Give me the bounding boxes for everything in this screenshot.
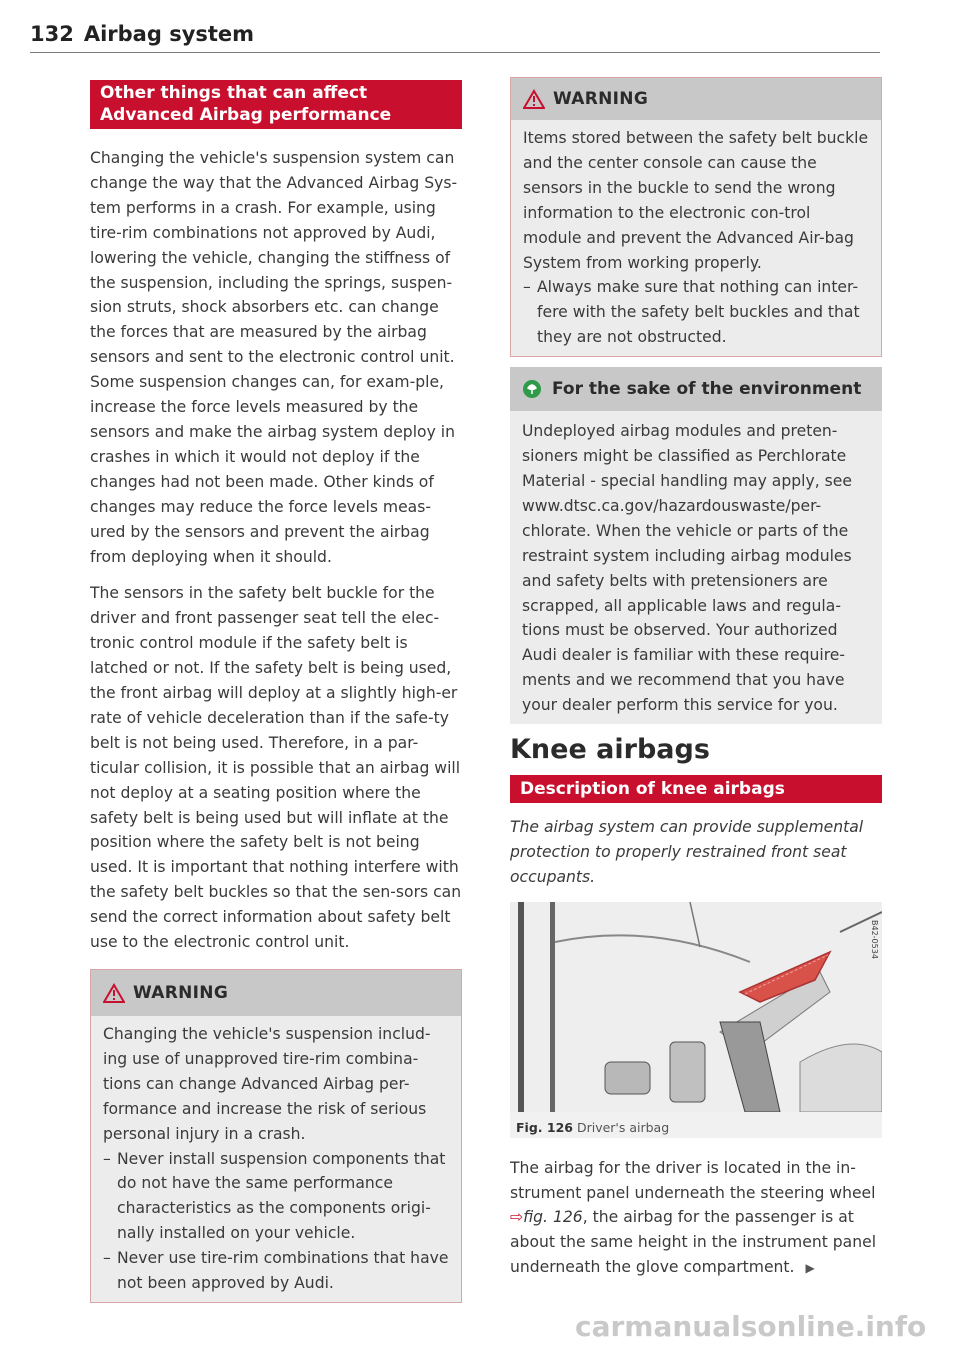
figure-code: B42-0534 [870,919,879,959]
section-title: Airbag system [83,22,255,46]
environment-box [510,367,882,724]
warning-header [91,970,461,1016]
intro-text: The airbag system can provide supplemental protection to properly restrained front seat occupants. [510,817,864,886]
figure-label: Fig. 126 [516,1119,573,1135]
warning-body [511,120,881,356]
steering-column-line [518,902,524,1112]
body-text-pre: The airbag for the driver is located in the in-strument panel underneath the steering wheel [510,1158,876,1202]
continue-arrow-icon: ▶ [805,1261,815,1276]
pedal-brake [605,1062,650,1094]
header-rule [30,52,880,53]
warning-body [91,1016,461,1302]
warning-title: WARNING [133,982,229,1003]
subheading-knee-airbags: Description of knee airbags [510,775,882,803]
paragraph-driver-airbag [510,1156,882,1282]
pedal-accelerator [670,1042,705,1102]
warning-text: Changing the vehicle's suspension includ-ing use of unapproved tire-rim combina-tions can change Advanced Airbag per-formance and increase the risk of serious personal injury in a crash. [103,1025,431,1143]
steering-column-line [550,902,555,1112]
figure-caption [516,1116,669,1141]
environment-body: Undeployed airbag modules and preten-sioners might be classified as Perchlorate Material - special handling may apply, see www.dtsc.ca.gov/hazardouswaste/per-chlorate. When the vehicle or parts of the restraint system including airbag modules and safety belts with pretensioners are scrapped, all applicable laws and regula-tions must be observed. Your authorized Audi dealer is familiar with these require-ments and we recommend that you have your dealer perform this service for you. [510,411,882,724]
knee-airbag-illustration [510,902,882,1112]
section-title-knee-airbags: Knee airbags [510,734,710,766]
left-column [90,80,462,1303]
watermark: carmanualsonline.info [575,1310,927,1343]
environment-header [510,367,882,411]
bullet-text: Always make sure that nothing can inter-fere with the safety belt buckles and that they are not obstructed. [537,278,860,347]
warning-box-buckle [510,77,882,357]
warning-box-suspension [90,969,462,1303]
paragraph-sensors: The sensors in the safety belt buckle for the driver and front passenger seat tell the elec-tronic control module if the safety belt is latched or not. If the safety belt is being used, the front airbag will deploy at a slightly high-er rate of vehicle deceleration than if the safe-ty belt is not being used. Therefore, in a par-ticular collision, it is possible that an airbag will not deploy at a seating position where the safety belt is being used but will inflate at the position where the safety belt is not being used. It is important that nothing interfere with the safety belt buckles so that the sen-sors can send the correct information about safety belt use to the electronic control unit. [90,584,462,952]
section-heading-advanced-airbag: Other things that can affect Advanced Airbag performance [90,80,462,129]
page-number: 132 [30,22,74,46]
page-header [30,22,254,46]
warning-triangle-icon [523,89,545,109]
bullet-text: Never use tire-rim combinations that have not been approved by Audi. [117,1249,449,1293]
warning-bullet: – Never use tire-rim combinations that have not been approved by Audi. [103,1246,449,1296]
warning-text: Items stored between the safety belt buckle and the center console can cause the sensors in the buckle to send the wrong information to the electronic con-trol module and prevent the Advanced Air-bag System from working properly. [523,129,869,272]
paragraph-suspension: Changing the vehicle's suspension system can change the way that the Advanced Airbag Sys-tem performs in a crash. For example, using tire-rim combinations not approved by Audi, lowering the vehicle, changing the stiffness of the suspension, including the springs, suspen-sion struts, shock absorbers etc. can change the forces that are measured by the airbag sensors and sent to the electronic control unit. Some suspension changes can, for exam-ple, increase the force levels measured by the sensors and make the airbag system deploy in crashes in which it would not deploy if the changes had not been made. Other kinds of changes may reduce the force levels meas-ured by the sensors and prevent the airbag from deploying when it should. [90,149,458,566]
warning-bullet: – Never install suspension components that do not have the same performance characteristics as the components origi-nally installed on your vehicle. [103,1147,449,1247]
bullet-text: Never install suspension components that do not have the same performance characteristics as the components origi-nally installed on your vehicle. [117,1149,446,1243]
body-text-post: , the airbag for the passenger is at about the same height in the instrument panel underneath the glove compartment. [510,1208,877,1277]
warning-header [511,78,881,120]
warning-triangle-icon [103,983,125,1003]
figure-ref-link[interactable]: fig. 126 [523,1208,583,1227]
ref-arrow-icon: ⇨ [510,1208,524,1227]
figure-126 [510,902,882,1138]
warning-bullet: – Always make sure that nothing can inter-fere with the safety belt buckles and that they are not obstructed. [523,275,869,350]
warning-title: WARNING [553,88,649,109]
right-column [510,77,882,1281]
environment-title: For the sake of the environment [552,378,862,399]
figure-caption-text: Driver's airbag [576,1119,670,1135]
leaf-icon [522,379,542,399]
